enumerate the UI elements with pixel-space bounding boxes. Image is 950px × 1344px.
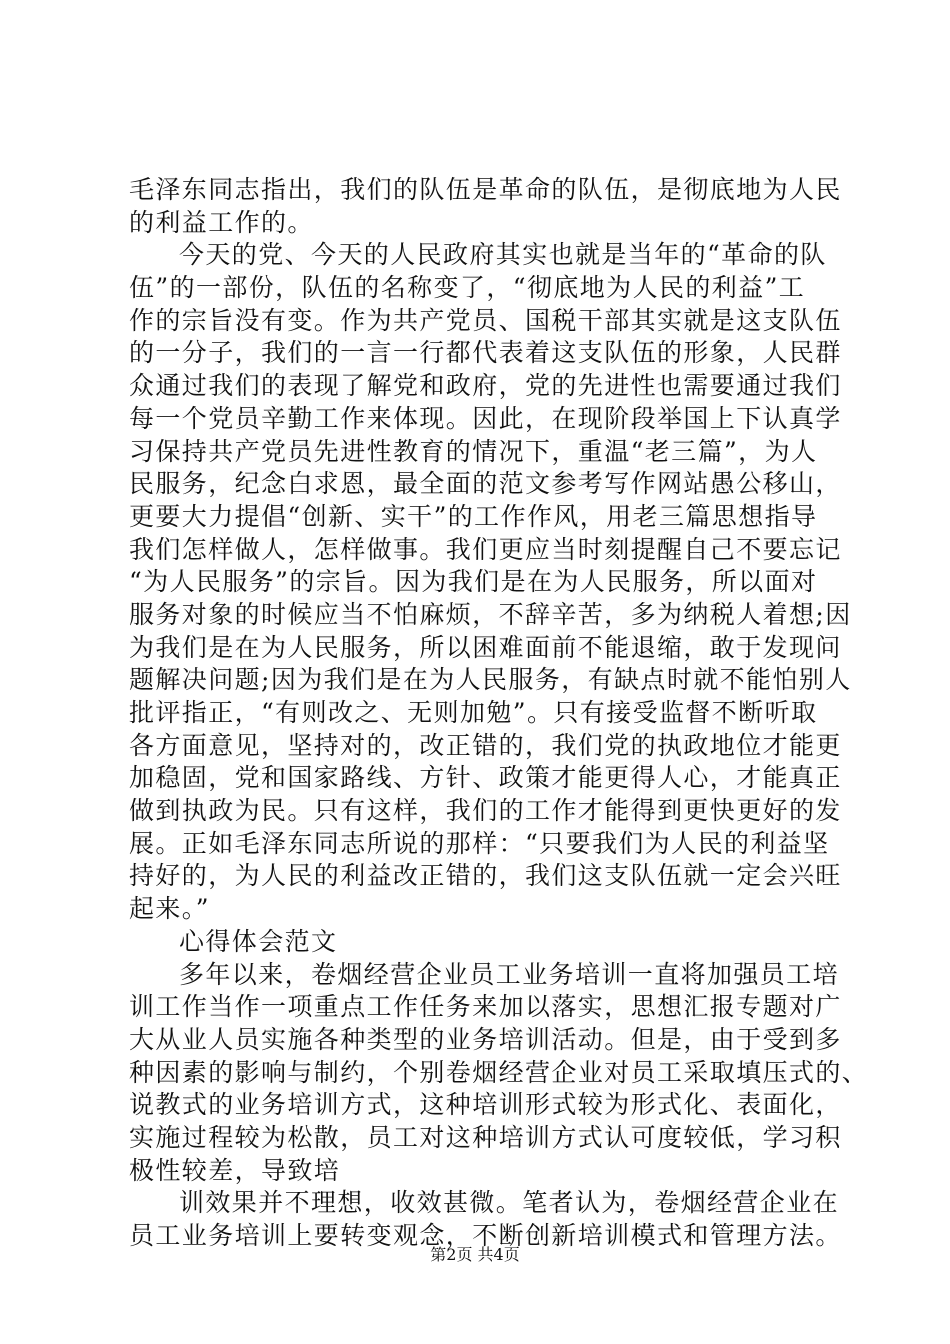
text-line: “为人民服务”的宗旨。因为我们是在为人民服务，所以面对 xyxy=(129,567,818,597)
text-line: 持好的，为人民的利益改正错的，我们这支队伍就一定会兴旺 xyxy=(129,861,842,891)
text-line: 加稳固，党和国家路线、方针、政策才能更得人心，才能真正 xyxy=(129,763,842,793)
text-line: 的利益工作的。 xyxy=(129,207,314,237)
text-line: 说教式的业务培训方式，这种培训形式较为形式化、表面化， xyxy=(129,1090,842,1120)
text-line: 众通过我们的表现了解党和政府，党的先进性也需要通过我们 xyxy=(129,371,842,401)
text-line: 民服务，纪念白求恩，最全面的范文参考写作网站愚公移山， xyxy=(129,469,842,499)
text-line: 实施过程较为松散，员工对这种培训方式认可度较低，学习积 xyxy=(129,1122,842,1152)
text-line: 每一个党员辛勤工作来体现。因此，在现阶段举国上下认真学 xyxy=(129,403,842,433)
text-line: 做到执政为民。只有这样，我们的工作才能得到更快更好的发 xyxy=(129,796,842,826)
text-line: 展。正如毛泽东同志所说的那样：“只要我们为人民的利益坚 xyxy=(129,828,830,858)
text-line: 的一分子，我们的一言一行都代表着这支队伍的形象，人民群 xyxy=(129,338,842,368)
text-line: 各方面意见，坚持对的，改正错的，我们党的执政地位才能更 xyxy=(129,730,842,760)
text-line: 训工作当作一项重点工作任务来加以落实，思想汇报专题对广 xyxy=(129,992,842,1022)
text-line: 为我们是在为人民服务，所以困难面前不能退缩，敢于发现问 xyxy=(129,632,842,662)
text-line: 心得体会范文 xyxy=(179,926,338,956)
text-line: 多年以来，卷烟经营企业员工业务培训一直将加强员工培 xyxy=(179,959,840,989)
text-line: 作的宗旨没有变。作为共产党员、国税干部其实就是这支队伍 xyxy=(129,305,842,335)
text-line: 极性较差，导致培 xyxy=(129,1155,341,1185)
text-line: 训效果并不理想，收效甚微。笔者认为，卷烟经营企业在 xyxy=(179,1188,840,1218)
page-footer: 第2页 共4页 xyxy=(430,1245,520,1264)
text-line: 起来。” xyxy=(129,894,210,924)
text-line: 更要大力提倡“创新、实干”的工作作风，用老三篇思想指导 xyxy=(129,501,818,531)
text-line: 伍”的一部份，队伍的名称变了，“彻底地为人民的利益”工 xyxy=(129,273,806,303)
text-line: 习保持共产党员先进性教育的情况下，重温“老三篇”，为人 xyxy=(129,436,818,466)
text-line: 种因素的影响与制约，个别卷烟经营企业对员工采取填压式的、 xyxy=(129,1057,869,1087)
text-line: 大从业人员实施各种类型的业务培训活动。但是，由于受到多 xyxy=(129,1024,842,1054)
text-line: 服务对象的时候应当不怕麻烦，不辞辛苦，多为纳税人着想;因 xyxy=(129,599,852,629)
text-line: 员工业务培训上要转变观念，不断创新培训模式和管理方法。 xyxy=(129,1221,842,1250)
text-line: 今天的党、今天的人民政府其实也就是当年的“革命的队 xyxy=(179,240,827,270)
text-line: 题解决问题;因为我们是在为人民服务，有缺点时就不能怕别人 xyxy=(129,665,852,695)
text-line: 毛泽东同志指出，我们的队伍是革命的队伍，是彻底地为人民 xyxy=(129,175,842,204)
text-line: 我们怎样做人，怎样做事。我们更应当时刻提醒自己不要忘记 xyxy=(129,534,842,564)
text-line: 批评指正，“有则改之、无则加勉”。只有接受监督不断听取 xyxy=(129,698,818,727)
document-body xyxy=(129,174,869,1253)
